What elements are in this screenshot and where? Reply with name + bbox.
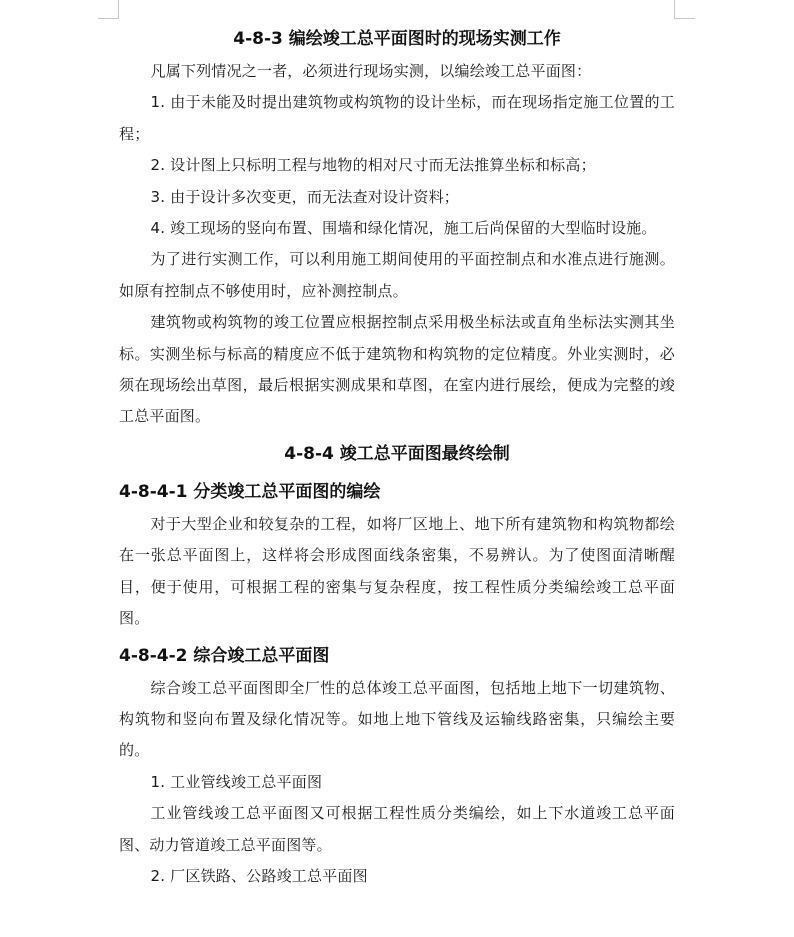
crop-mark-top-right — [674, 0, 695, 19]
list-item: 2. 厂区铁路、公路竣工总平面图 — [150, 866, 368, 885]
crop-mark-top-left — [98, 0, 119, 19]
subsection-heading-4-8-4-1: 4-8-4-1 分类竣工总平面图的编绘 — [119, 481, 381, 502]
pipeline-plan-paragraph: 工业管线竣工总平面图又可根据工程性质分类编绘，如上下水道竣工总平面图、动力管道竣工总平面图等。 — [119, 804, 675, 854]
control-point-paragraph: 为了进行实测工作，可以利用施工期间使用的平面控制点和水准点进行施测。如原有控制点不够使用时，应补测控制点。 — [119, 250, 675, 300]
list-item: 1. 工业管线竣工总平面图 — [150, 772, 323, 791]
intro-paragraph: 凡属下列情况之一者，必须进行现场实测，以编绘竣工总平面图： — [150, 62, 592, 80]
classified-plan-paragraph: 对于大型企业和较复杂的工程，如将厂区地上、地下所有建筑物和构筑物都绘在一张总平面图上，这样将会形成图面线条密集，不易辨认。为了使图面清晰醒目，便于使用，可根据工程的密集与复杂程度，按工程性质分类编绘竣工总平面图。 — [119, 514, 675, 628]
integrated-plan-paragraph: 综合竣工总平面图即全厂性的总体竣工总平面图，包括地上地下一切建筑物、构筑物和竖向布置及绿化情况等。如地上地下管线及运输线路密集，只编绘主要的。 — [119, 678, 675, 760]
list-item: 3. 由于设计多次变更，而无法查对设计资料； — [150, 187, 459, 206]
page-content — [119, 22, 675, 892]
section-heading-4-8-4: 4-8-4 竣工总平面图最终绘制 — [284, 443, 510, 464]
list-item: 4. 竣工现场的竖向布置、围墙和绿化情况，施工后尚保留的大型临时设施。 — [150, 219, 657, 238]
section-heading-4-8-3: 4-8-3 编绘竣工总平面图时的现场实测工作 — [233, 29, 561, 49]
subsection-heading-4-8-4-2: 4-8-4-2 综合竣工总平面图 — [119, 645, 330, 666]
survey-method-paragraph: 建筑物或构筑物的竣工位置应根据控制点采用极坐标法或直角坐标法实测其坐标。实测坐标与标高的精度应不低于建筑物和构筑物的定位精度。外业实测时，必须在现场绘出草图，最后根据实测成果和草图，在室内进行展绘，便成为完整的竣工总平面图。 — [119, 313, 675, 426]
list-item: 1. 由于未能及时提出建筑物或构筑物的设计坐标，而在现场指定施工位置的工程； — [119, 93, 675, 143]
list-item: 2. 设计图上只标明工程与地物的相对尺寸而无法推算坐标和标高； — [150, 156, 596, 175]
